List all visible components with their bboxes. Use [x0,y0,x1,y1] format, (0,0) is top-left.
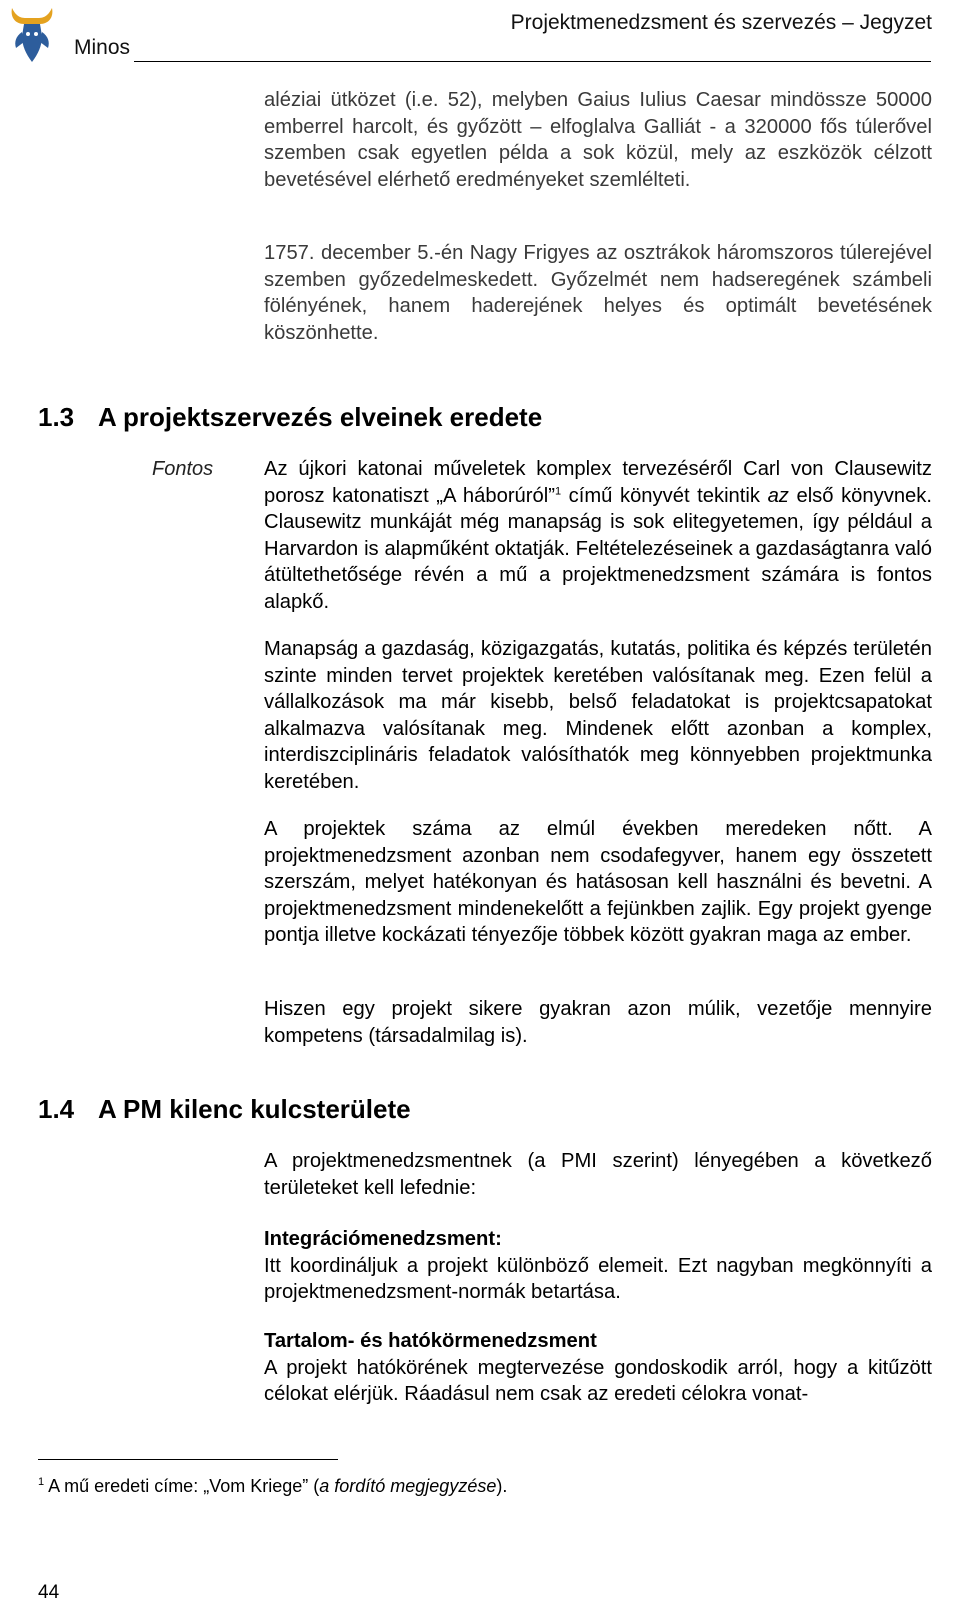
section-number: 1.3 [38,402,75,432]
subsection-text: A projekt hatókörének megtervezése gondoskodik arról, hogy a kitűzött célokat elérjük. Ráadásul nem csak az eredeti célokra vonat- [264,1356,932,1405]
subsection-scope [264,1328,932,1408]
section13-paragraph-4 [264,996,932,1049]
section13-p4: Hiszen egy projekt sikere gyakran azon múlik, vezetője mennyire kompetens (társadalmilag is). [264,998,932,1047]
section-title: A projektszervezés elveinek eredete [98,402,543,432]
page-number: 44 [38,1582,60,1603]
header-left-title: Minos [74,36,131,59]
footnote-text-b: ). [496,1476,508,1496]
header-rule [134,61,931,62]
section-heading-1-4 [38,1094,411,1125]
subsection-title: Tartalom- és hatókörmenedzsment [264,1330,597,1352]
section14-paragraph-1 [264,1148,932,1201]
p1-emphasis: az [767,484,789,507]
footnote-text-a: A mű eredeti címe: „Vom Kriege” ( [44,1476,320,1496]
p1-part-b: című könyvét tekintik [561,484,768,507]
footnote-mark: 1 [38,1476,45,1488]
subsection-title: Integrációmenedzsment: [264,1228,502,1250]
section13-p3: A projektek száma az elmúl években meredeken nőtt. A projektmenedzsment azonban nem csodafegyver, hanem egy összetett szerszám, melyet hatékonyan és hatásosan kell használni és bevetni. A projektmenedzsment mindenekelőtt a fejünkben zajlik. Egy projekt gyenge pontja illetve kockázati tényezője többek között gyakran maga az ember. [264,818,932,946]
subsection-integration [264,1226,932,1306]
section13-paragraph-2 [264,636,932,795]
section-heading-1-3 [38,402,542,433]
header-right-title: Projektmenedzsment és szervezés – Jegyzet [510,11,932,34]
p1-part-a: Az újkori katonai műveletek komplex tervezéséről Carl von Clausewitz porosz katonatiszt „A háborúról” [264,458,932,507]
section-title: A PM kilenc kulcsterülete [98,1094,411,1124]
intro-paragraph-2 [264,240,932,346]
margin-note: Fontos [152,458,214,480]
subsection-text: Itt koordináljuk a projekt különböző elemeit. Ezt nagyban megkönnyíti a projektmenedzsment-normák betartása. [264,1254,932,1303]
p1-part-c: első könyvnek. Clausewitz munkáját még manapság is sok elitegyetemen, így például a Harvardon is alapműként oktatják. Feltételezéseinek a gazdaságtanra való átültethetősége révén a mű a projektmenedzsment számára is fontos alapkő. [264,484,932,613]
section-number: 1.4 [38,1094,75,1124]
bull-head-logo-icon [8,2,56,66]
intro-paragraph-1 [264,87,932,193]
footnote-ref: 1 [554,484,562,497]
footnote [38,1476,507,1497]
section14-p1: A projektmenedzsmentnek (a PMI szerint) lényegében a következő területeket kell lefednie: [264,1150,932,1199]
section13-paragraph-3 [264,816,932,949]
section13-p2: Manapság a gazdaság, közigazgatás, kutatás, politika és képzés területén szinte minden tervet projektek keretében valósítanak meg. Ezen felül a vállalkozások ma már kisebb, belső feladatokat is projektcsapatokat alkalmazva valósítanak meg. Mindenek előtt azonban a komplex, interdiszciplináris feladatok valósíthatók meg könnyebben projektmunka keretében. [264,638,932,793]
footnote-rule [38,1459,338,1460]
intro-p1: aléziai ütközet (i.e. 52), melyben Gaius Iulius Caesar mindössze 50000 emberrel harcolt, és győzött – elfoglalva Galliát - a 320000 fős túlerővel szemben csak egyetlen példa a sok közül, mely az eszközök célzott bevetésével elérhető eredményeket szemlélteti. [264,89,932,191]
intro-p2: 1757. december 5.-én Nagy Frigyes az osztrákok háromszoros túlerejével szemben győzedelmeskedett. Győzelmét nem hadseregének számbeli fölényének, hanem haderejének helyes és optimált bevetésének köszönhette. [264,242,932,344]
section13-paragraph-1 [264,456,932,615]
footnote-emphasis: a fordító megjegyzése [319,1476,497,1496]
